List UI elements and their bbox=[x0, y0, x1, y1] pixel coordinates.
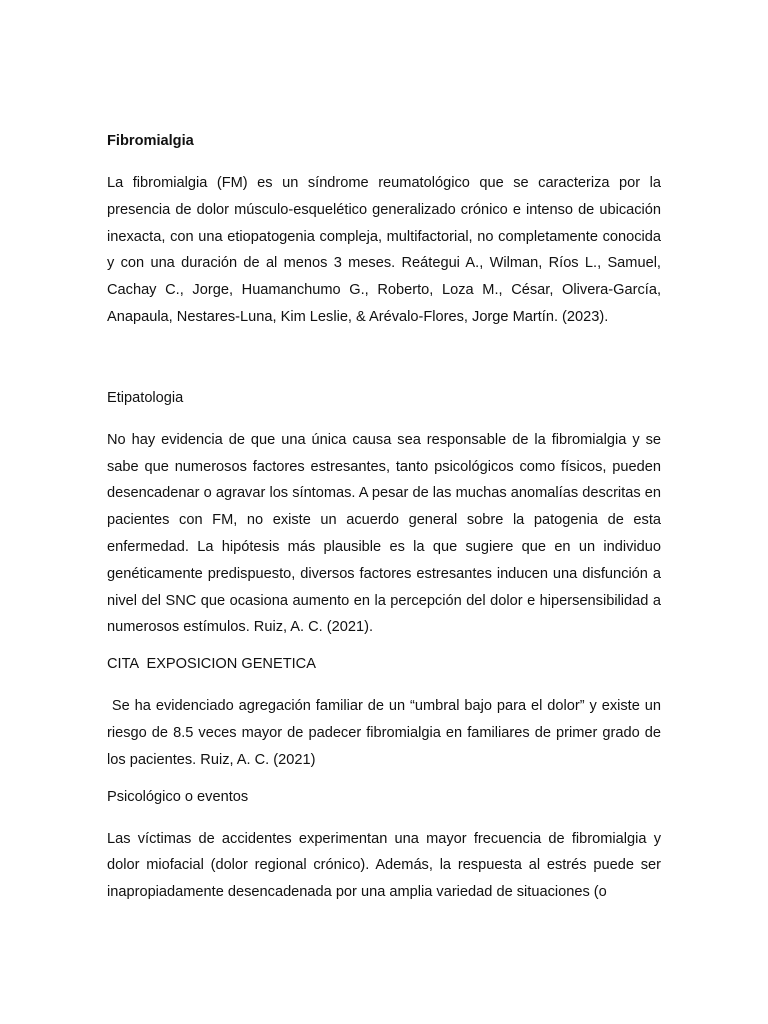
intro-paragraph: La fibromialgia (FM) es un síndrome reumatológico que se caracteriza por la presencia de dolor músculo-esquelético generalizado crónico e intenso de ubicación inexacta, con una etiopatogenia compleja, multifactorial, no completamente conocida y con una duración de al menos 3 meses. Reátegui A., Wilman, Ríos L., Samuel, Cachay C., Jorge, Huamanchumo G., Roberto, Loza M., César, Olivera-García, Anapaula, Nestares-Luna, Kim Leslie, & Arévalo-Flores, Jorge Martín. (2023). bbox=[107, 175, 661, 325]
psicologico-paragraph: Las víctimas de accidentes experimentan una mayor frecuencia de fibromialgia y dolor miofacial (dolor regional crónico). Además, la respuesta al estrés puede ser inapropiadamente desencadenada por una amplia variedad de situaciones (o bbox=[107, 830, 661, 901]
genetica-paragraph: Se ha evidenciado agregación familiar de un “umbral bajo para el dolor” y existe un riesgo de 8.5 veces mayor de padecer fibromialgia en familiares de primer grado de los pacientes. Ruiz, A. C. (2021) bbox=[107, 698, 666, 768]
etiopatologia-heading: Etipatologia bbox=[107, 389, 184, 406]
document-title: Fibromialgia bbox=[107, 133, 194, 149]
document-body bbox=[107, 130, 666, 918]
section-spacer bbox=[107, 343, 661, 387]
psicologico-heading: Psicológico o eventos bbox=[107, 788, 249, 805]
genetica-heading: CITA EXPOSICION GENETICA bbox=[107, 656, 316, 673]
etiopatologia-paragraph: No hay evidencia de que una única causa sea responsable de la fibromialgia y se sabe que numerosos factores estresantes, tanto psicológicos como físicos, pueden desencadenar o agravar los síntomas. A pesar de las muchas anomalías descritas en pacientes con FM, no existe un acuerdo general sobre la patogenia de esta enfermedad. La hipótesis más plausible es la que sugiere que en un individuo genéticamente predispuesto, diversos factores estresantes inducen una disfunción a nivel del SNC que ocasiona aumento en la percepción del dolor e hipersensibilidad a numerosos estímulos. Ruiz, A. C. (2021). bbox=[107, 431, 661, 636]
